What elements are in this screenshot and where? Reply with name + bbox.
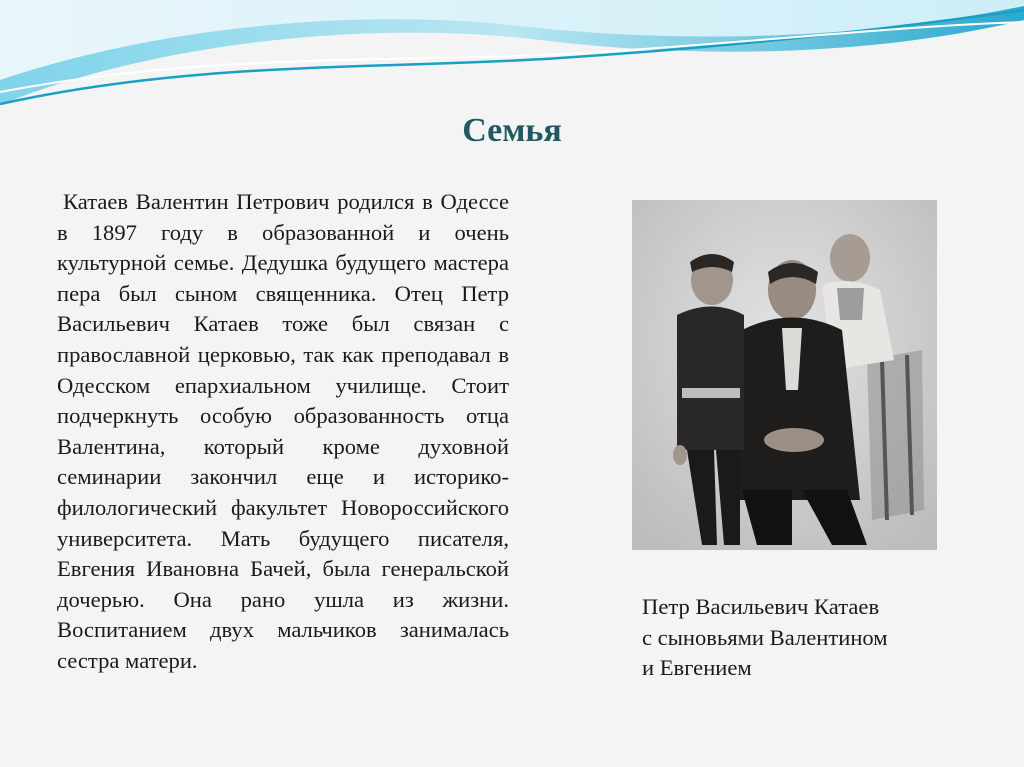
caption-line-3: и Евгением bbox=[642, 655, 752, 680]
photo-caption bbox=[642, 592, 942, 684]
header-wave-decoration bbox=[0, 0, 1024, 120]
slide-title: Семья bbox=[462, 112, 562, 149]
caption-line-2: с сыновьями Валентином bbox=[642, 624, 888, 650]
family-photo bbox=[632, 200, 937, 550]
body-paragraph: Катаев Валентин Петрович родился в Одессе в 1897 году в образованной и очень культурной семье. Дедушка будущего мастера пера был сыном священника. Отец Петр Васильевич Катаев тоже был связан с православной церковью, так как преподавал в Одесском епархиальном училище. Стоит подчеркнуть особую образованность отца Валентина, который кроме духовной семинарии закончил еще и историко-филологический факультет Новороссийского университета. Мать будущего писателя, Евгения Ивановна Бачей, была генеральской дочерью. Она рано ушла из жизни. Воспитанием двух мальчиков занималась сестра матери. bbox=[57, 189, 509, 673]
caption-line-1: Петр Васильевич Катаев bbox=[642, 594, 880, 619]
